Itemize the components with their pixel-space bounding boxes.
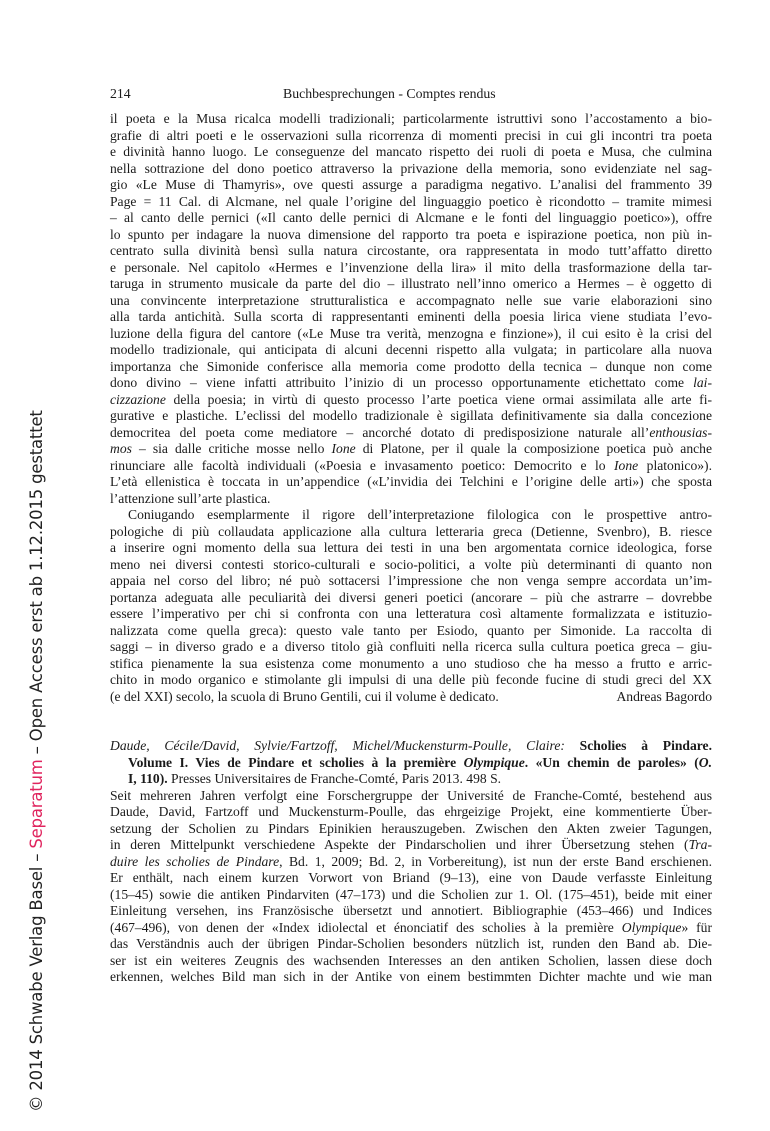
- text-line: [110, 689, 712, 706]
- text-line: [110, 672, 712, 689]
- text-run: rinunciare alle facoltà individuali («Poesia e invasamento poetico: Democrito e lo: [110, 457, 615, 473]
- text-line: [110, 474, 712, 491]
- text-line: [110, 936, 712, 953]
- text-run: essere l’imperativo per chi si confronta con una letteratura così altamente formalizzata e istituzio-: [110, 606, 712, 621]
- text-run: das Verständnis auch der übrigen Pindar-Scholien besonders nützlich ist, runden den Band ab. Die-: [110, 936, 712, 951]
- text-run: Page = 11 Cal. di Alcmane, nel quale l’origine del linguaggio poetico è ricondotto – tramite mimesi: [110, 193, 712, 209]
- text-run: Er enthält, nach einem kurzen Vorwort von Briand (9–13), eine von Daude verfasste Einleitung: [110, 870, 712, 885]
- text-run: e personale. Nel capitolo «Hermes e l’invenzione della lira» il mito della trasformazione della tar-: [110, 259, 712, 275]
- text-line: [110, 276, 712, 293]
- text-line: [110, 969, 712, 986]
- text-run: (e del XXI) secolo, la scuola di Bruno Gentili, cui il volume è dedicato.: [110, 688, 499, 704]
- text-run: taruga in strumento musicale da parte del dio – illustrato nell’inno omerico a Hermes – è oggetto di: [110, 276, 712, 291]
- text-run: grafie di altri poeti e le osservazioni sulla ricorrenza di momenti precisi in cui gli incontri tra poeta: [110, 127, 712, 143]
- text-run: una convincente interpretazione strutturalistica e accompagnato nelle sue varie elaborazioni sino: [110, 292, 712, 308]
- text-run: erkennen, welches Bild man sich in der Antike von einem bestimmten Dichter machte und wie man: [110, 969, 712, 984]
- text-run: il poeta e la Musa ricalca modelli tradizionali; particolarmente istruttivi sono l’accostamento a bio-: [110, 111, 712, 126]
- text-run: e divinità hanno luogo. Le conseguenze del mancato rispetto dei ruoli di poeta e Musa, che culmina: [110, 144, 712, 159]
- text-run: – al canto delle pernici («Il canto delle pernici di Alcmane e le fonti del linguaggio poetico»), offre: [110, 210, 712, 225]
- text-run: stifica pienamente la sua esistenza come monumento a uno studioso che ha messo a frutto e arric-: [110, 655, 712, 671]
- italic-text: enthousias-: [649, 424, 712, 440]
- text-line: [110, 342, 712, 359]
- text-line: [110, 309, 712, 326]
- text-line: [110, 458, 712, 475]
- copyright-watermark: [27, 410, 46, 1112]
- text-line: [110, 738, 712, 755]
- text-line: [110, 177, 712, 194]
- text-run: lo spunto per indagare la nuova dimensione del rapporto tra poeta e ispirazione poetica, non più in-: [110, 226, 712, 242]
- text-line: [110, 408, 712, 425]
- text-line: [110, 903, 712, 920]
- text-line: [110, 260, 712, 277]
- italic-text: Tra-: [688, 837, 712, 852]
- bold-text: . «Un chemin de paroles» (: [524, 754, 699, 770]
- text-run: pologiche di più collaudata applicazione alla cultura letteraria greca (Detienne, Svenbro), B. riesce: [110, 523, 712, 539]
- italic-text: mos: [110, 441, 132, 456]
- text-line: [110, 870, 712, 887]
- text-line: [110, 326, 712, 343]
- bold-text: Volume I. Vies de Pindare et scholies à la première: [128, 754, 464, 770]
- text-line: [110, 623, 712, 640]
- text-line: [110, 854, 712, 871]
- paragraph: [110, 111, 712, 507]
- text-line: [110, 243, 712, 260]
- text-run: centrato sulla divinità bensì sulla natura circostante, ora rappresentata in modo tutt’affatto diretto: [110, 243, 712, 258]
- italic-text: cizzazione: [110, 391, 166, 407]
- text-line: [110, 920, 712, 937]
- text-run: ser ist ein weiteres Zeugnis des wachsenden Interesses an den antiken Scholien, lassen diese doch: [110, 952, 712, 968]
- text-line: [110, 128, 712, 145]
- italic-text: Daude, Cécile/David, Sylvie/Fartzoff, Michel/Muckensturm-Poulle, Claire:: [110, 738, 565, 753]
- text-run: setzung der Scholien zu Pindars Epinikien herauszugeben. Zwischen den Akten zweier Tagungen,: [110, 820, 712, 836]
- text-run: saggi – in diverso grado e a diverso titolo già confluiti nella ricerca sulla cultura poetica greca – giu-: [110, 639, 712, 654]
- italic-text: Olympique: [621, 919, 682, 935]
- text-run: L’età ellenistica è toccata in un’appendice («L’invidia dei Telchini e l’origine delle arti») che sposta: [110, 474, 712, 489]
- text-run: dono divino – viene infatti attribuito l’inizio di un processo opportunamente etichettato come: [110, 375, 694, 390]
- text-line: [110, 293, 712, 310]
- text-run: Einleitung versehen, ins Französische übersetzt und annotiert. Bibliographie (453–466) und Indices: [110, 903, 712, 918]
- text-run: meno nei diversi contesti storico-culturali e socio-politici, a volte più determinanti di quanto non: [110, 556, 712, 572]
- paragraph: [110, 507, 712, 705]
- text-line: [110, 590, 712, 607]
- text-run: l’attenzione sull’arte plastica.: [110, 490, 271, 506]
- text-run: gurative e plastiche. L’eclissi del modello tradizionale è sigillata definitivamente sia dalla concezione: [110, 408, 712, 423]
- text-line: [110, 161, 712, 178]
- text-run: modello tradizionale, qui anticipata di alcuni decenni rispetto alla vulgata; in particolare alla nuova: [110, 342, 712, 357]
- text-run: chito in modo organico e stimolante gli impulsi di una delle più feconde fucine di studi greci del XX: [110, 672, 712, 687]
- watermark-text: © 2014 Schwabe Verlag Basel –: [27, 848, 46, 1112]
- watermark-separatum: Separatum: [27, 759, 46, 849]
- text-line: [110, 788, 712, 805]
- bold-text: O.: [698, 754, 712, 770]
- text-run: (15–45) sowie die antiken Pindarviten (47–173) und die Scholien zur 1. Ol. (175–451), beide mit einer: [110, 886, 712, 902]
- text-line: [110, 837, 712, 854]
- text-run: nella sottrazione del dono poetico attraverso la privazione della memoria, sono evidenziate nel sag-: [110, 160, 712, 176]
- text-line: [110, 606, 712, 623]
- text-run: in deren Mittelpunkt verschiedene Aspekte der Pindarscholien und ihrer Übersetzung stehen (: [110, 837, 689, 852]
- text-run: Daude, David, Fartzoff und Muckensturm-Poulle, das ehrgeizige Projekt, eine kommentierte Über-: [110, 804, 712, 819]
- text-line: [110, 425, 712, 442]
- text-line: [110, 491, 712, 508]
- text-run: importanza che Simonide conferisce alla memoria come prodotto della tecnica – dunque non come: [110, 358, 712, 374]
- text-run: (467–496), von denen der «Index idiolectal et énonciatif des scholies à la première: [110, 919, 622, 935]
- text-run: democritea del poeta come mediatore – ancorché dotato di predisposizione naturale all’: [110, 424, 650, 440]
- text-line: [110, 227, 712, 244]
- text-run: a inserire ogni momento della sua lettura dei testi in una ben argomentata cornice ideologica, forse: [110, 540, 712, 555]
- document-body: [110, 111, 712, 986]
- text-line: [110, 144, 712, 161]
- text-run: nalizzata come quella greca): questo vale tanto per Esiodo, quanto per Simonide. La raccolta di: [110, 622, 712, 638]
- text-run: – sia dalle critiche mosse nello: [131, 441, 332, 456]
- text-line: [110, 359, 712, 376]
- italic-text: Ione: [331, 441, 356, 456]
- text-line: [110, 375, 712, 392]
- text-line: [110, 557, 712, 574]
- running-head: Buchbesprechungen - Comptes rendus: [283, 86, 496, 101]
- text-line: [110, 755, 712, 772]
- text-line: [110, 639, 712, 656]
- text-run: Presses Universitaires de Franche-Comté, Paris 2013. 498 S.: [167, 771, 502, 786]
- italic-text: Ione: [614, 457, 639, 473]
- text-run: della poesia; in virtù di questo processo l’arte poetica viene ormai assimilata alle arte fi-: [165, 391, 712, 407]
- italic-text: duire les scholies de Pindare: [110, 853, 280, 869]
- text-line: [110, 887, 712, 904]
- text-run: platonico»).: [638, 457, 712, 473]
- text-line: [110, 210, 712, 227]
- text-run: Coniugando esemplarmente il rigore dell’interpretazione filologica con le prospettive antro-: [128, 507, 712, 522]
- text-line: [110, 392, 712, 409]
- text-run: » für: [681, 919, 713, 935]
- text-line: [110, 656, 712, 673]
- text-line: [110, 953, 712, 970]
- text-line: [110, 524, 712, 541]
- bold-text: Scholies à Pindare.: [564, 738, 712, 753]
- text-run: appaia nel corso del libro; né può sottacersi l’impressione che non venga sempre accordata un’im-: [110, 573, 712, 588]
- text-line: [110, 441, 712, 458]
- text-run: , Bd. 1, 2009; Bd. 2, in Vorbereitung), ist nun der erste Band erschienen.: [279, 853, 712, 869]
- paragraph: [110, 788, 712, 986]
- italic-text: lai-: [693, 375, 712, 390]
- bibliographic-entry: [110, 738, 712, 788]
- text-line: [110, 804, 712, 821]
- review-author: Andreas Bagordo: [616, 688, 712, 704]
- text-run: luzione della figura del cantore («Le Muse tra verità, menzogna e finzione»), il cui esito è la crisi del: [110, 325, 712, 341]
- text-line: [110, 194, 712, 211]
- watermark-text-end: – Open Access erst ab 1.12.2015 gestattet: [27, 410, 46, 760]
- text-line: [110, 771, 712, 788]
- text-line: [110, 507, 712, 524]
- text-run: Seit mehreren Jahren verfolgt eine Forschergruppe der Université de Franche-Comté, bestehend aus: [110, 787, 712, 803]
- bold-text: I, 110).: [128, 771, 168, 786]
- text-line: [110, 821, 712, 838]
- text-run: gio «Le Muse di Thamyris», ove questi assurge a paradigma negativo. L’analisi del frammento 39: [110, 177, 712, 192]
- bold-text: Olympique: [463, 754, 525, 770]
- page-number: 214: [110, 86, 131, 101]
- text-run: portanza adeguata alle peculiarità dei diversi generi poetici (ancorare – più che astrarre – dovrebbe: [110, 589, 712, 605]
- text-run: alla tarda antichità. Sulla scorta di rappresentanti eminenti della poesia lirica viene studiata l’evo-: [110, 309, 712, 324]
- text-run: di Platone, per il quale la composizione poetica può anche: [355, 441, 712, 456]
- text-line: [110, 573, 712, 590]
- text-line: [110, 540, 712, 557]
- text-line: [110, 111, 712, 128]
